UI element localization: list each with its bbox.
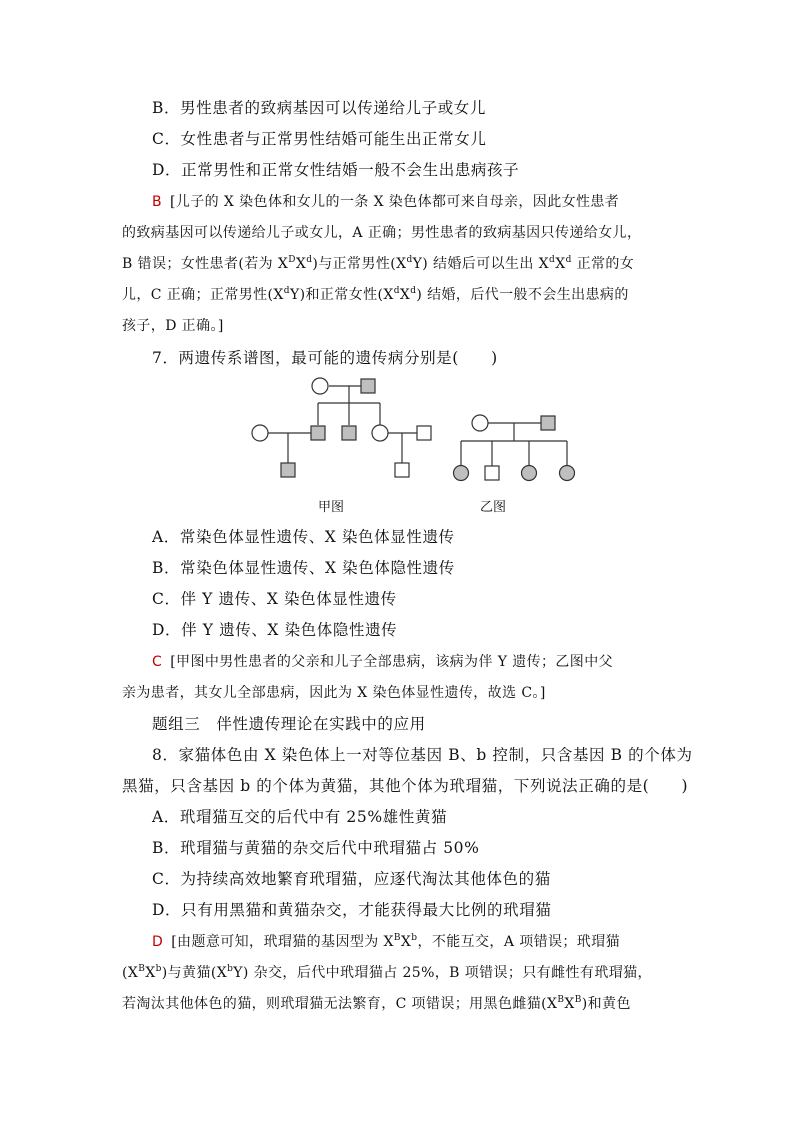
jia-grandfather-affected bbox=[361, 379, 375, 393]
jia-son2-affected bbox=[342, 426, 356, 440]
q8-explanation-line1: D [由题意可知，玳瑁猫的基因型为 $X^BX^b$，不能互交，A 项错误；玳瑁猫 bbox=[152, 933, 620, 950]
q8-option-d: D．只有用黑猫和黄猫杂交，才能获得最大比例的玳瑁猫 bbox=[152, 901, 552, 919]
q6-option-c: C．女性患者与正常男性结婚可能生出正常女儿 bbox=[152, 130, 487, 148]
figure-jia-label: 甲图 bbox=[318, 500, 345, 515]
q8-explanation-line3: 若淘汰其他体色的猫，则玳瑁猫无法繁育，C 项错误；用黑色雌猫$(X^BX^B)$和黄色 bbox=[122, 995, 631, 1012]
q8-option-c: C．为持续高效地繁育玳瑁猫，应逐代淘汰其他体色的猫 bbox=[152, 870, 551, 888]
jia-grandson2 bbox=[395, 463, 409, 477]
q6-explanation-line1: B [儿子的 X 染色体和女儿的一条 X 染色体都可来自母亲，因此女性患者 bbox=[152, 194, 620, 210]
q7-explanation-line2: 亲为患者，其女儿全部患病，因此为 X 染色体显性遗传，故选 C。] bbox=[122, 685, 546, 701]
yi-son bbox=[485, 466, 499, 480]
section-heading: 题组三 伴性遗传理论在实践中的应用 bbox=[152, 715, 426, 733]
jia-spouse-female bbox=[252, 425, 268, 441]
yi-mother bbox=[472, 415, 488, 431]
q7-option-b: B．常染色体显性遗传、X 染色体隐性遗传 bbox=[152, 559, 455, 577]
q6-option-b: B．男性患者的致病基因可以传递给儿子或女儿 bbox=[152, 99, 486, 117]
yi-father-affected bbox=[541, 416, 555, 430]
q6-answer: B bbox=[152, 194, 163, 210]
q6-explanation-line4: 儿，C 正确；正常男性$(X^dY)$和正常女性$(X^dX^d)$ 结婚，后代一般不会生出患病的 bbox=[122, 286, 629, 303]
q7-option-c: C．伴 Y 遗传、X 染色体显性遗传 bbox=[152, 590, 397, 608]
q8-option-a: A．玳瑁猫互交的后代中有 25%雄性黄猫 bbox=[152, 808, 448, 826]
q8-explanation-line2: $(X^BX^b)$与黄猫$(X^bY)$ 杂交，后代中玳瑁猫占 25%，B 项错误；只有雌性有玳瑁猫， bbox=[122, 964, 652, 981]
jia-grandmother bbox=[312, 378, 328, 394]
jia-grandson1-affected bbox=[281, 463, 295, 477]
q7-option-d: D．伴 Y 遗传、X 染色体隐性遗传 bbox=[152, 621, 398, 639]
jia-son1-affected bbox=[311, 426, 325, 440]
yi-daughter2-affected bbox=[522, 466, 537, 481]
q7-option-a: A．常染色体显性遗传、X 染色体显性遗传 bbox=[152, 528, 455, 546]
yi-daughter1-affected bbox=[454, 466, 469, 481]
q8-stem-line2: 黑猫，只含基因 b 的个体为黄猫，其他个体为玳瑁猫，下列说法正确的是( ) bbox=[122, 777, 689, 795]
figure-yi-label: 乙图 bbox=[480, 500, 507, 515]
jia-daughter bbox=[372, 425, 388, 441]
q6-explanation-line3: B 错误；女性患者(若为 $X^DX^d$)与正常男性$(X^dY)$ 结婚后可以生出 $X^dX^d$ 正常的女 bbox=[122, 255, 635, 272]
q7-stem: 7．两遗传系谱图，最可能的遗传病分别是( ) bbox=[152, 349, 498, 367]
q8-answer: D bbox=[152, 934, 164, 950]
q8-option-b: B．玳瑁猫与黄猫的杂交后代中玳瑁猫占 50% bbox=[152, 839, 480, 857]
q6-explanation-line5: 孩子，D 正确。] bbox=[122, 318, 224, 334]
q7-answer: C bbox=[152, 654, 163, 670]
q8-stem-line1: 8．家猫体色由 X 染色体上一对等位基因 B、b 控制，只含基因 B 的个体为 bbox=[152, 746, 693, 764]
q6-explanation-line2: 的致病基因可以传递给儿子或女儿，A 正确；男性患者的致病基因只传递给女儿， bbox=[122, 225, 642, 241]
q6-option-d: D．正常男性和正常女性结婚一般不会生出患病孩子 bbox=[152, 161, 520, 179]
q7-explanation-line1: C [甲图中男性患者的父亲和儿子全部患病，该病为伴 Y 遗传；乙图中父 bbox=[152, 654, 613, 670]
jia-spouse-male bbox=[417, 426, 431, 440]
yi-daughter3-affected bbox=[560, 466, 575, 481]
